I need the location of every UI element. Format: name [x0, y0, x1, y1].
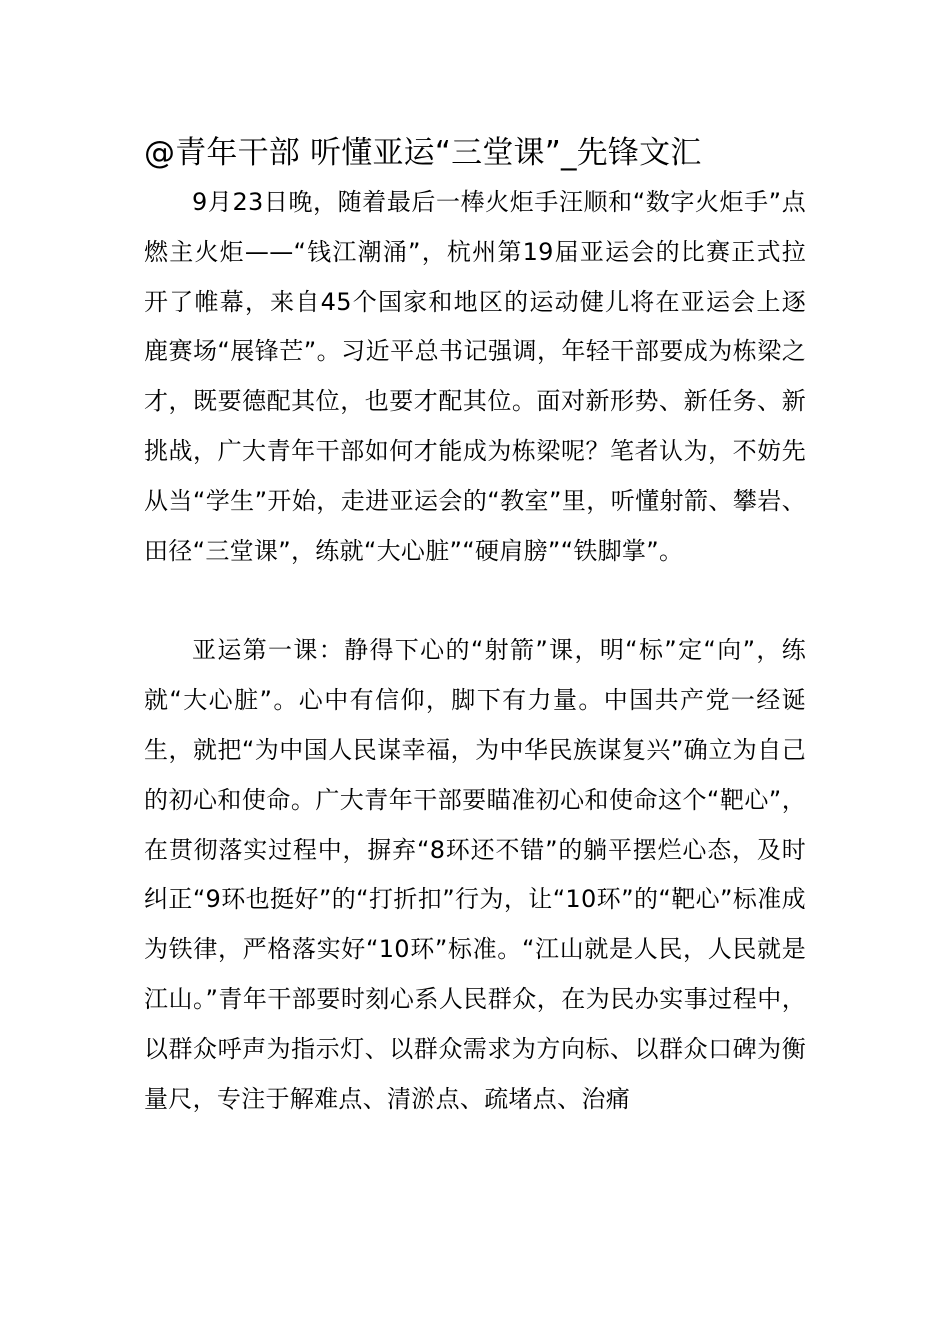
document-title: @青年干部 听懂亚运“三堂课”_先锋文汇 — [144, 135, 702, 171]
paragraph-first-lesson: 亚运第一课：静得下心的“射箭”课，明“标”定“向”，练就“大心脏”。心中有信仰，脚下有力量。中国共产党一经诞生，就把“为中国人民谋幸福，为中华民族谋复兴”确立为自己的初心和使命。广大青年干部要瞄准初心和使命这个“靶心”，在贯彻落实过程中，摒弃“8环还不错”的躺平摆烂心态，及时纠正“9环也挺好”的“打折扣”行为，让“10环”的“靶心”标准成为铁律，严格落实好“10环”标准。“江山就是人民，人民就是江山。”青年干部要时刻心系人民群众，在为民办实事过程中，以群众呼声为指示灯、以群众需求为方向标、以群众口碑为衡量尺，专注于解难点、清淤点、疏堵点、治痛 — [144, 636, 806, 1113]
paragraph-intro: 9月23日晚，随着最后一棒火炬手汪顺和“数字火炬手”点燃主火炬——“钱江潮涌”，杭州第19届亚运会的比赛正式拉开了帷幕，来自45个国家和地区的运动健儿将在亚运会上逐鹿赛场“展锋芒”。习近平总书记强调，年轻干部要成为栋梁之才，既要德配其位，也要才配其位。面对新形势、新任务、新挑战，广大青年干部如何才能成为栋梁呢？笔者认为，不妨先从当“学生”开始，走进亚运会的“教室”里，听懂射箭、攀岩、田径“三堂课”，练就“大心脏”“硬肩膀”“铁脚掌”。 — [144, 188, 806, 565]
document-page — [144, 128, 806, 1124]
paragraph-spacer — [144, 576, 806, 626]
